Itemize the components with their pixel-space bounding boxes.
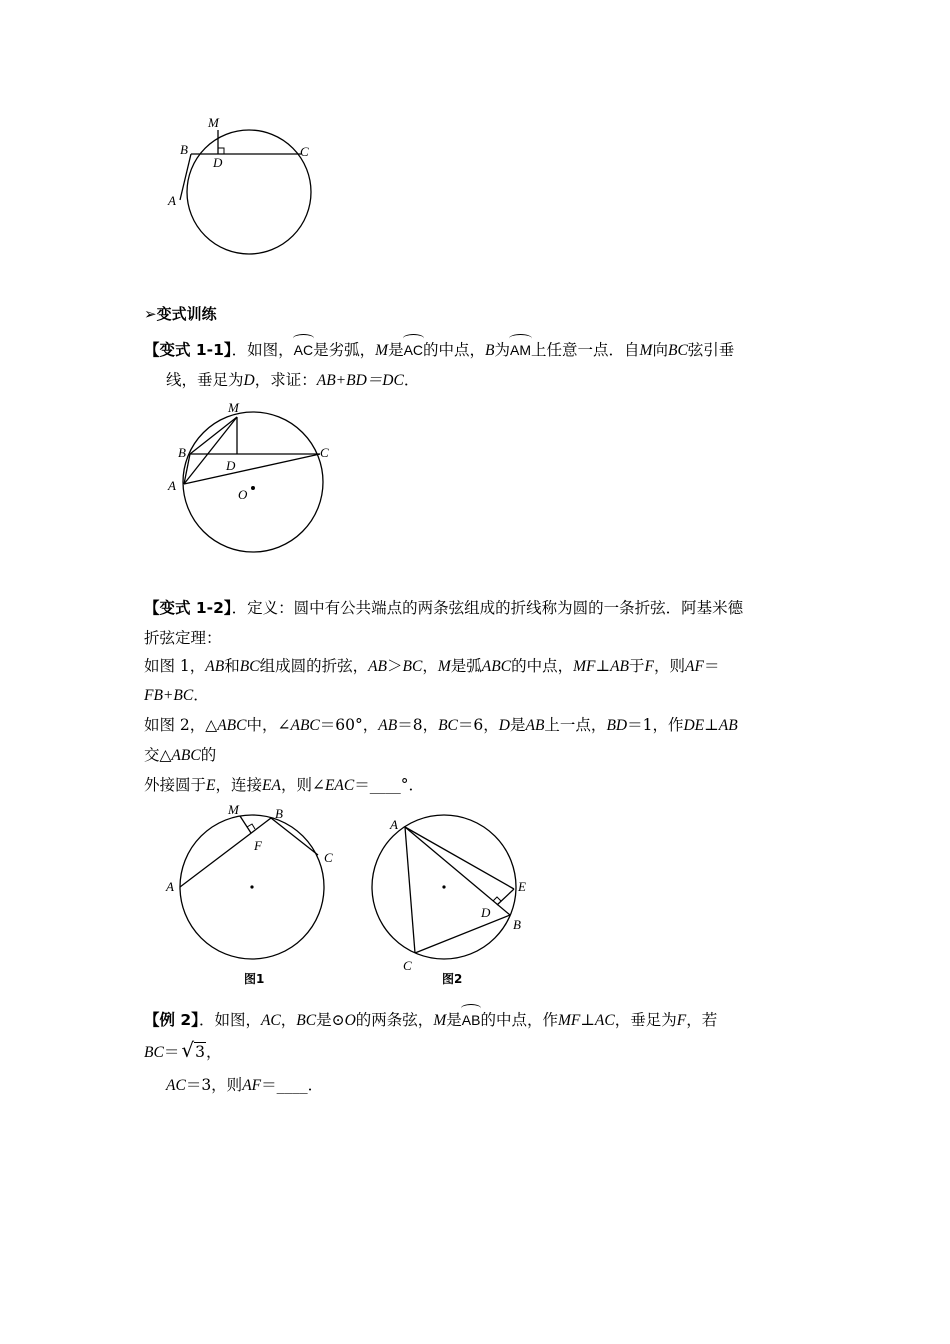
var: D	[498, 717, 510, 734]
v12-text: 上一点，	[544, 716, 607, 734]
ex2-text: ＝____．	[261, 1076, 324, 1094]
right-angle-mark	[493, 897, 501, 901]
v12-text: 外接圆于	[144, 776, 207, 794]
label-c: C	[324, 850, 333, 865]
var: BD	[606, 717, 628, 734]
v12-text: 组成圆的折弦，	[259, 657, 369, 675]
var-bc: BC	[667, 342, 688, 359]
v12-line7	[144, 775, 424, 796]
v11-text: ．	[403, 371, 420, 389]
label-c: C	[300, 144, 309, 159]
label-o: O	[238, 487, 248, 502]
label-d: D	[481, 905, 491, 920]
var: BC	[144, 1044, 164, 1061]
var: ABC	[217, 717, 247, 734]
ex2-text: 是	[446, 1011, 462, 1029]
var: AB	[368, 658, 388, 675]
ex2-line1	[144, 1010, 717, 1031]
var: BC	[239, 658, 260, 675]
v12-text: ＞	[387, 657, 403, 675]
var: AB	[610, 658, 629, 675]
v12-text: ．	[193, 686, 209, 704]
v12-text: ⊥	[595, 657, 611, 675]
ex2-text: ＝	[163, 1043, 180, 1061]
var: AB	[525, 717, 545, 734]
label-b: B	[513, 917, 521, 932]
v12-text: ，	[422, 657, 438, 675]
var: ABC	[481, 658, 512, 675]
var: FB+BC	[144, 687, 194, 704]
center-dot	[250, 885, 253, 888]
v12-text: ，则	[653, 657, 685, 675]
v12-text: 的中点，	[511, 657, 574, 675]
v12-text: ＝1，作	[627, 716, 684, 734]
v12-text: 如图 2，△	[144, 716, 218, 734]
var: M	[437, 658, 451, 675]
label-m: M	[208, 115, 219, 130]
label-c: C	[320, 445, 329, 460]
segment-de	[497, 889, 514, 905]
figure-top-circle	[160, 110, 330, 270]
caption-fig1: 图1	[244, 972, 265, 986]
label-b: B	[275, 806, 283, 821]
ex2-text: 是⊙	[316, 1011, 345, 1029]
figure-v12-fig2	[360, 805, 560, 990]
var-d: D	[243, 372, 255, 389]
figure-v12-fig1	[160, 798, 360, 988]
ex2-text: ＝3，则	[185, 1076, 243, 1094]
label-a: A	[166, 879, 174, 894]
section-heading: ➢变式训练	[144, 305, 217, 323]
var: AB	[378, 717, 398, 734]
var: AC	[260, 1012, 281, 1029]
var: AB	[718, 717, 738, 734]
arc-ac-label: AC	[293, 342, 314, 358]
v11-line2	[166, 370, 419, 391]
var: DE	[683, 717, 705, 734]
center-o-dot	[251, 486, 255, 490]
circle-v11	[183, 412, 323, 552]
var: AC	[166, 1077, 186, 1094]
circle-top	[187, 130, 311, 254]
ex2-text: ，	[280, 1011, 297, 1029]
equation: AB+BD＝DC	[316, 372, 404, 389]
segment-mf	[240, 816, 251, 833]
label-e: E	[518, 879, 526, 894]
v12-line1	[144, 598, 743, 618]
var: BC	[402, 658, 423, 675]
var: EAC	[324, 777, 355, 794]
v11-text: 上任意一点．自	[531, 341, 640, 359]
v12-line5	[144, 715, 738, 736]
label-a: A	[390, 817, 398, 832]
chord-bc	[271, 818, 318, 855]
var-b: B	[485, 342, 495, 359]
v12-text: ＝8，	[397, 716, 439, 734]
label-d: D	[213, 155, 223, 170]
var: ABC	[290, 717, 320, 734]
ex2-text: ，垂足为	[614, 1011, 677, 1029]
ex2-line3	[166, 1075, 323, 1096]
v12-text: 交△	[144, 746, 172, 764]
label-b: B	[180, 142, 188, 157]
ex2-line2	[144, 1040, 221, 1063]
v12-tag: 【变式 1-2】	[144, 599, 232, 617]
label-f: F	[254, 838, 262, 853]
radical-icon: √	[181, 1038, 195, 1062]
center-dot	[442, 885, 445, 888]
v12-text: 于	[629, 657, 645, 675]
v12-line3	[144, 656, 719, 677]
sqrt-three	[179, 1040, 206, 1062]
v11-text: 线，垂足为	[166, 371, 244, 389]
v12-text: 的	[200, 746, 217, 764]
var: AB	[205, 658, 225, 675]
ex2-text: ，若	[686, 1011, 718, 1029]
label-a: A	[168, 193, 176, 208]
ex2-text: ，	[205, 1043, 222, 1061]
segment-ea	[405, 827, 514, 889]
v12-line2: 折弦定理：	[144, 629, 222, 647]
var: MF	[557, 1012, 581, 1029]
v11-text: 弦引垂	[687, 341, 735, 359]
var: F	[644, 658, 654, 675]
v11-text: ．如图，	[231, 341, 294, 359]
label-m: M	[228, 802, 239, 817]
v12-text: 是弧	[450, 657, 482, 675]
v12-line4	[144, 685, 209, 706]
v12-text: ⊥	[704, 716, 719, 734]
v12-text: ，连接	[215, 776, 262, 794]
v11-text: 是劣弧，	[313, 341, 376, 359]
var: ABC	[171, 747, 201, 764]
ex2-text: 的两条弦，	[355, 1011, 434, 1029]
label-d: D	[226, 458, 236, 473]
arc-ac-label: AC	[403, 342, 424, 358]
v11-text: 是	[388, 341, 404, 359]
v12-line6	[144, 745, 216, 766]
v11-tag: 【变式 1-1】	[144, 341, 232, 359]
ex2-text: ．如图，	[198, 1011, 261, 1029]
label-c: C	[403, 958, 412, 973]
arc-ab-label: AB	[461, 1012, 481, 1028]
var: EA	[262, 777, 281, 794]
v12-text: 和	[224, 657, 240, 675]
side-ab	[405, 827, 510, 915]
caption-fig2: 图2	[442, 972, 463, 986]
v12-text: ＝____°．	[354, 776, 424, 794]
var: BC	[438, 717, 458, 734]
var: M	[433, 1012, 447, 1029]
v11-text: ，求证：	[254, 371, 317, 389]
radicand: 3	[195, 1043, 205, 1061]
figure-v11	[160, 395, 340, 565]
arc-am-label: AM	[510, 342, 532, 358]
v12-text: ＝60°，	[319, 716, 379, 734]
v12-text: ．定义：圆中有公共端点的两条弦组成的折线称为圆的一条折弦．阿基米德	[231, 599, 744, 617]
right-angle-mark	[218, 148, 224, 154]
var: E	[206, 777, 216, 794]
label-m: M	[228, 400, 239, 415]
v12-text: ＝	[703, 657, 720, 675]
v11-text: 的中点，	[423, 341, 486, 359]
var: AC	[594, 1012, 615, 1029]
ex2-text: 的中点，作	[480, 1011, 558, 1029]
v12-text: ＝6，	[457, 716, 499, 734]
var: MF	[573, 658, 596, 675]
var-m: M	[375, 342, 389, 359]
label-b: B	[178, 445, 186, 460]
segment-bm	[190, 417, 237, 454]
v12-text: 中，∠	[246, 716, 291, 734]
v11-text: 为	[494, 341, 511, 359]
v12-text: 是	[509, 716, 526, 734]
var: F	[676, 1012, 687, 1029]
label-a: A	[168, 478, 176, 493]
v12-text: 如图 1，	[144, 657, 206, 675]
ex2-tag: 【例 2】	[144, 1011, 199, 1029]
v11-line1	[144, 340, 734, 361]
side-bc	[415, 915, 510, 953]
v11-text: 向	[652, 341, 668, 359]
var: AF	[685, 658, 704, 675]
v12-text: ，则∠	[280, 776, 325, 794]
var-m: M	[639, 342, 653, 359]
ex2-text: ⊥	[580, 1011, 595, 1029]
var: O	[344, 1012, 356, 1029]
side-ac	[405, 827, 415, 953]
var: AF	[242, 1077, 262, 1094]
var: BC	[296, 1012, 317, 1029]
